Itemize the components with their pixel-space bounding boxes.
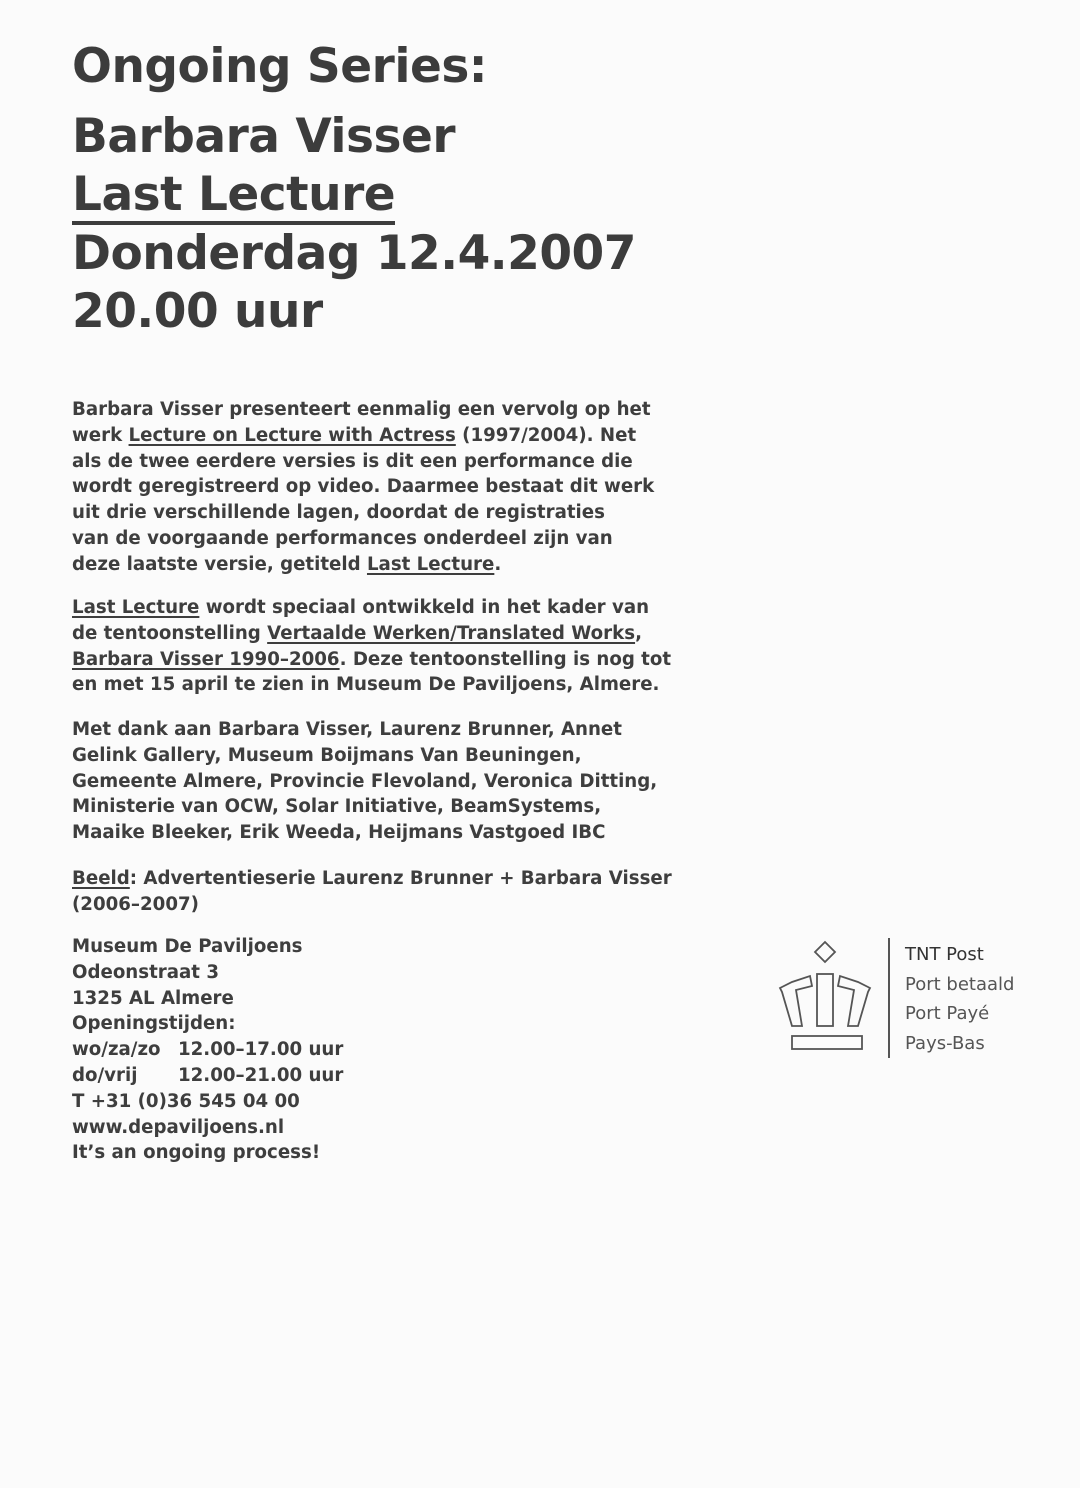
contact-block — [72, 934, 343, 1166]
text-line — [72, 621, 671, 647]
exhibition-title-link: Vertaalde Werken/Translated Works — [267, 622, 636, 644]
text-span: werk — [72, 424, 129, 446]
hours-time: 12.00–21.00 uur — [178, 1064, 344, 1086]
text-line — [72, 866, 672, 892]
event-date: Donderdag 12.4.2007 — [72, 226, 636, 281]
text-line: Maaike Bleeker, Erik Weeda, Heijmans Vastgoed IBC — [72, 822, 606, 844]
text-line: (2006–2007) — [72, 893, 199, 915]
text-span: deze laatste versie, getiteld — [72, 553, 367, 575]
artist-name: Barbara Visser — [72, 109, 455, 164]
postage-line: Port betaald — [905, 973, 1015, 995]
postage-line: Pays-Bas — [905, 1032, 985, 1054]
text-line: Met dank aan Barbara Visser, Laurenz Brunner, Annet — [72, 719, 622, 740]
thanks-paragraph — [72, 717, 657, 846]
text-span: : Advertentieserie Laurenz Brunner + Barbara Visser — [129, 868, 672, 889]
series-title: Ongoing Series: — [72, 39, 488, 94]
hours-row — [72, 1037, 343, 1063]
text-span: . — [494, 553, 502, 575]
event-title: Last Lecture — [72, 169, 395, 225]
event-time: 20.00 uur — [72, 284, 323, 339]
text-line: en met 15 april te zien in Museum De Paviljoens, Almere. — [72, 674, 660, 696]
exhibition-title-link: Barbara Visser 1990–2006 — [72, 648, 340, 670]
text-line: Gemeente Almere, Provincie Flevoland, Veronica Ditting, — [72, 770, 658, 792]
text-line: Ministerie van OCW, Solar Initiative, BeamSystems, — [72, 796, 602, 818]
text-line: uit drie verschillende lagen, doordat de registraties — [72, 502, 605, 524]
postage-line: Port Payé — [905, 1003, 990, 1024]
phone-number: T +31 (0)36 545 04 00 — [72, 1090, 300, 1112]
text-line: Gelink Gallery, Museum Boijmans Van Beuningen, — [72, 744, 582, 766]
text-line — [72, 423, 654, 449]
text-span: wordt speciaal ontwikkeld in het kader van — [199, 597, 650, 618]
street-address: Odeonstraat 3 — [72, 961, 219, 983]
postage-stamp — [770, 938, 1040, 1063]
text-line: als de twee eerdere versies is dit een performance die — [72, 450, 633, 472]
hours-row — [72, 1063, 343, 1089]
hours-time: 12.00–17.00 uur — [178, 1039, 344, 1061]
image-credits — [72, 866, 672, 918]
intro-paragraph — [72, 397, 654, 578]
text-span: . Deze tentoonstelling is nog tot — [339, 648, 672, 670]
postage-text — [905, 940, 1014, 1058]
work-title-link: Lecture on Lecture with Actress — [128, 424, 456, 446]
work-title-link: Last Lecture — [366, 553, 495, 575]
text-span: (1997/2004). Net — [455, 424, 637, 446]
stamp-divider — [888, 938, 890, 1058]
text-line: van de voorgaande performances onderdeel zijn van — [72, 527, 613, 549]
text-line — [72, 595, 671, 621]
text-line — [72, 647, 671, 673]
postage-title: TNT Post — [905, 944, 984, 965]
hours-label: Openingstijden: — [72, 1013, 236, 1035]
website-link[interactable]: www.depaviljoens.nl — [72, 1116, 285, 1138]
text-span: , — [635, 622, 642, 644]
museum-name: Museum De Paviljoens — [72, 936, 303, 957]
text-line: wordt geregistreerd op video. Daarmee bestaat dit werk — [72, 476, 655, 498]
crown-icon — [770, 938, 882, 1058]
city-address: 1325 AL Almere — [72, 987, 234, 1009]
work-title-link: Last Lecture — [72, 597, 200, 618]
text-line: Barbara Visser presenteert eenmalig een vervolg op het — [72, 399, 651, 420]
heading — [72, 38, 636, 341]
hours-days: do/vrij — [72, 1064, 138, 1086]
hours-days: wo/za/zo — [72, 1039, 161, 1061]
text-span: de tentoonstelling — [72, 622, 268, 644]
slogan: It’s an ongoing process! — [72, 1142, 321, 1164]
text-line — [72, 552, 654, 578]
exhibition-paragraph — [72, 595, 671, 698]
credits-label: Beeld — [72, 868, 130, 889]
